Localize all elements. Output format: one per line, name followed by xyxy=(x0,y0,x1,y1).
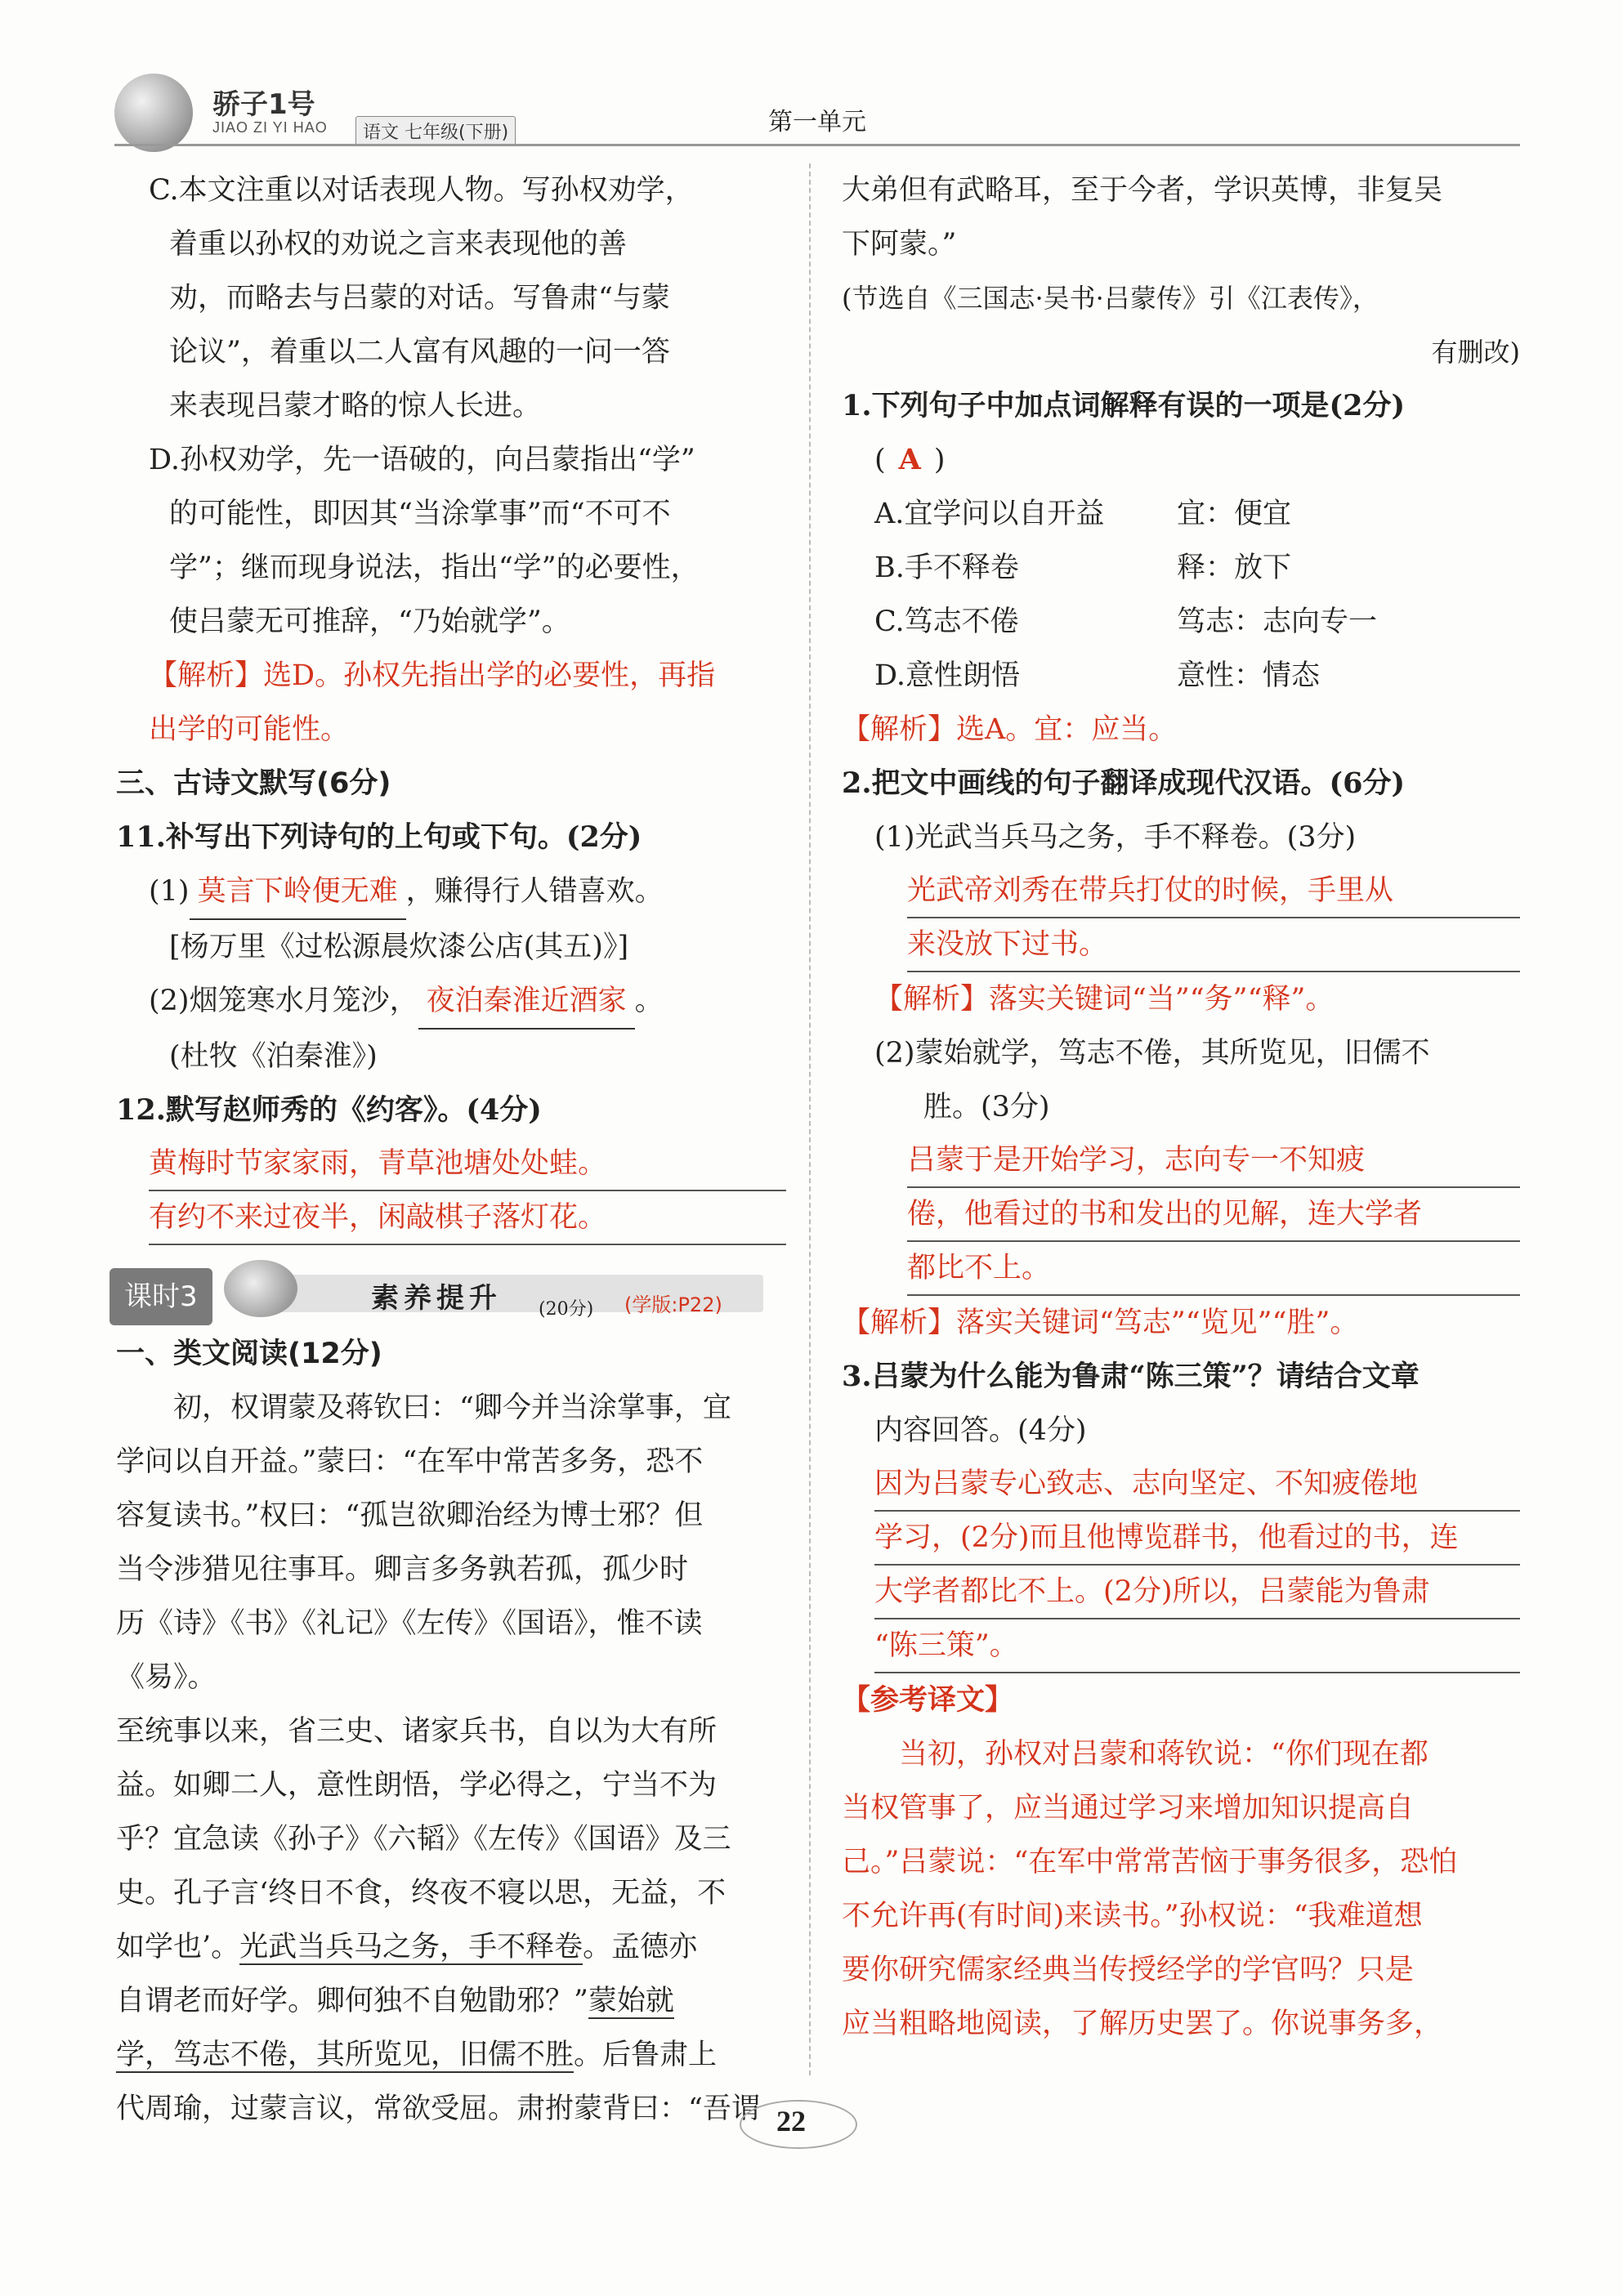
analysis-block: 【解析】选D。孙权先指出学的必要性，再指 出学的可能性。 xyxy=(149,659,716,746)
reference-translation: 当初，孙权对吕蒙和蒋钦说：“你们现在都 当权管事了，应当通过学习来增加知识提高自 己。”吕蒙说：“在军中常常苦恼于事务很多，恐怕 不允许再(有时间)来读书。”孙权说：“我难道想 要你研究儒家经典当传授经学的学官吗？只是 应当粗略地阅读，了解历史罢了。你说事务多， xyxy=(842,1738,1458,2040)
banner-disc-icon xyxy=(224,1260,297,1317)
answer-line: 因为吕蒙专心致志、志向坚定、不知疲倦地 xyxy=(874,1458,1520,1512)
right-column: 大弟但有武略耳，至于今者，学识英博，非复吴 下阿蒙。” (节选自《三国志·吴书·吕蒙传》引《江表传》， 有删改) 1.下列句子中加点词解释有误的一项是(2分) ( A ) A.宜学问以自开益 宜：便宜 B.手不释卷 释：放下 C.笃志不倦 笃志：志向专一 D.意性朗悟 意性：情态 【解析】选A。宜：应当。 2.把文中画线的句子翻译成现代汉语。(6分) (1)光武当兵马之务，手不释卷。(3分) 光武帝刘秀在带兵打仗的时候，手里从 来没放下过书。 【解析】落实关键词“当”“务”“释”。 (2)蒙始就学，笃志不倦，其所览见，旧儒不 胜。(3分) 吕蒙于是开始学习，志向专一不知疲 倦，他看过的书和发出的见解，连大学者 都比不上。 【解析】落实关键词“笃志”“览见”“胜”。 3.吕蒙为什么能为鲁肃“陈三策”？请结合文章 内容回答。(4分) 因为吕蒙专心致志、志向坚定、不知疲倦地 学习，(2分)而且他博览群书，他看过的书，连 大学者都比不上。(2分)所以，吕蒙能为鲁肃 “陈三策”。 【参考译文】 当初，孙权对吕蒙和蒋钦说：“你们现在都 当权管事了，应当通过学习来增加知识提高自 己。”吕蒙说：“在军中常常苦恼于事务很多，恐怕 不允许再(有时间)来读书。”孙权说：“我难道想 要你研究儒家经典当传授经学的学官吗？只是 应当粗略地阅读，了解历史罢了。你说事务多， xyxy=(842,163,1520,2051)
answer-line: 都比不上。 xyxy=(907,1242,1520,1296)
underlined-sentence: 学，笃志不倦，其所览见，旧儒不胜 xyxy=(116,2039,575,2071)
question-11: 11.补写出下列诗句的上句或下句。(2分) xyxy=(116,820,642,854)
underlined-sentence: 光武当兵马之务，手不释卷 xyxy=(239,1931,583,1963)
q11-line-1: (1) 莫言下岭便无难 ，赚得行人错喜欢。 xyxy=(116,864,786,920)
option-c: C.本文注重以对话表现人物。写孙权劝学， 着重以孙权的劝说之言来表现他的善 劝，而略去与吕蒙的对话。写鲁肃“与蒙 论议”，着重以二人富有风趣的一问一答 来表现吕蒙才略的惊人长进。 xyxy=(149,174,694,422)
lesson-tag: 课时3 xyxy=(110,1268,212,1325)
question-3: 3.吕蒙为什么能为鲁肃“陈三策”？请结合文章 xyxy=(842,1360,1420,1393)
answer-line: 黄梅时节家家雨，青草池塘处处蛙。 xyxy=(149,1137,786,1191)
answer-line: 大学者都比不上。(2分)所以，吕蒙能为鲁肃 xyxy=(874,1566,1520,1619)
lesson-banner xyxy=(110,1260,786,1322)
page-number: 22 xyxy=(776,2105,806,2137)
answer-fill: 莫言下岭便无难 xyxy=(190,864,406,920)
question-12: 12.默写赵师秀的《约客》。(4分) xyxy=(116,1093,542,1127)
brand-pinyin: JIAO ZI YI HAO xyxy=(212,119,328,136)
option-d: D.孙权劝学，先一语破的，向吕蒙指出“学” 的可能性，即因其“当涂掌事”而“不可不 学”；继而现身说法，指出“学”的必要性， 使吕蒙无可推辞，“乃始就学”。 xyxy=(149,444,700,638)
answer-line: 来没放下过书。 xyxy=(907,918,1520,972)
answer-line: 学习，(2分)而且他博览群书，他看过的书，连 xyxy=(874,1512,1520,1566)
column-divider xyxy=(809,163,811,2075)
answer-line: 光武帝刘秀在带兵打仗的时候，手里从 xyxy=(907,864,1520,918)
answer-line: 吕蒙于是开始学习，志向专一不知疲 xyxy=(907,1134,1520,1188)
analysis-block: 【解析】选A。宜：应当。 xyxy=(842,713,1178,746)
answer-fill: 夜泊秦淮近酒家 xyxy=(418,974,635,1030)
section-title: 三、古诗文默写(6分) xyxy=(116,767,391,800)
passage: 初，权谓蒙及蒋钦曰：“卿今并当涂掌事，宜 学问以自开益。”蒙曰：“在军中常苦多务，恐不 容复读书。”权曰：“孤岂欲卿治经为博士邪？但 当令涉猎见往事耳。卿言多务孰若孤，孤少时 历《诗》《书》《礼记》《左传》《国语》，惟不读《易》。 至统事以来，省三史、诸家兵书，自以为大有所 益。如卿二人，意性朗悟，学必得之，宁当不为 乎？宜急读《孙子》《六韬》《左传》《国语》及三 史。孔子言‘终日不食，终夜不寝以思，无益，不 如学也’。光武当兵马之务，手不释卷。孟德亦 自谓老而好学。卿何独不自勉勖邪？”蒙始就 学，笃志不倦，其所览见，旧儒不胜。后鲁肃上 代周瑜，过蒙言议，常欲受屈。肃拊蒙背曰：“吾谓 xyxy=(116,1391,760,2125)
subject-grade: 语文 七年级(下册) xyxy=(355,116,516,146)
answer-line: 有约不来过夜半，闲敲棋子落灯花。 xyxy=(149,1191,786,1245)
section-title: 一、类文阅读(12分) xyxy=(116,1338,382,1370)
passage-source: (节选自《三国志·吴书·吕蒙传》引《江表传》， xyxy=(842,283,1379,314)
unit-title: 第一单元 xyxy=(768,108,866,136)
analysis-block: 【解析】落实关键词“当”“务”“释”。 xyxy=(874,983,1335,1016)
reference-translation-title: 【参考译文】 xyxy=(842,1683,1014,1717)
underlined-sentence: 蒙始就 xyxy=(588,1985,674,2017)
q11-line-2: (2)烟笼寒水月笼沙， 夜泊秦淮近酒家 。 xyxy=(116,974,786,1030)
q1-answer: ( A ) xyxy=(874,443,946,476)
q11-source-2: (杜牧《泊秦淮》) xyxy=(169,1040,378,1073)
answer-line: 倦，他看过的书和发出的见解，连大学者 xyxy=(907,1188,1520,1242)
q11-source-1: [杨万里《过松源晨炊漆公店(其五)》] xyxy=(169,931,629,963)
banner-points: (20分) xyxy=(539,1299,594,1320)
page-header xyxy=(114,74,1520,147)
answer-line: “陈三策”。 xyxy=(874,1619,1520,1673)
analysis-block: 【解析】落实关键词“笃志”“览见”“胜”。 xyxy=(842,1307,1359,1339)
question-2: 2.把文中画线的句子翻译成现代汉语。(6分) xyxy=(842,766,1406,800)
globe-logo-icon xyxy=(114,74,193,152)
question-1: 1.下列句子中加点词解释有误的一项是(2分) xyxy=(842,389,1406,422)
header-divider xyxy=(114,144,1520,146)
brand-name: 骄子1号 xyxy=(212,88,315,121)
banner-ref: (学版:P22) xyxy=(624,1293,722,1316)
left-column xyxy=(116,163,786,2136)
q1-options: A.宜学问以自开益 宜：便宜 B.手不释卷 释：放下 C.笃志不倦 笃志：志向专一 D.意性朗悟 意性：情态 xyxy=(874,498,1378,692)
banner-title: 素养提升 xyxy=(371,1282,502,1315)
